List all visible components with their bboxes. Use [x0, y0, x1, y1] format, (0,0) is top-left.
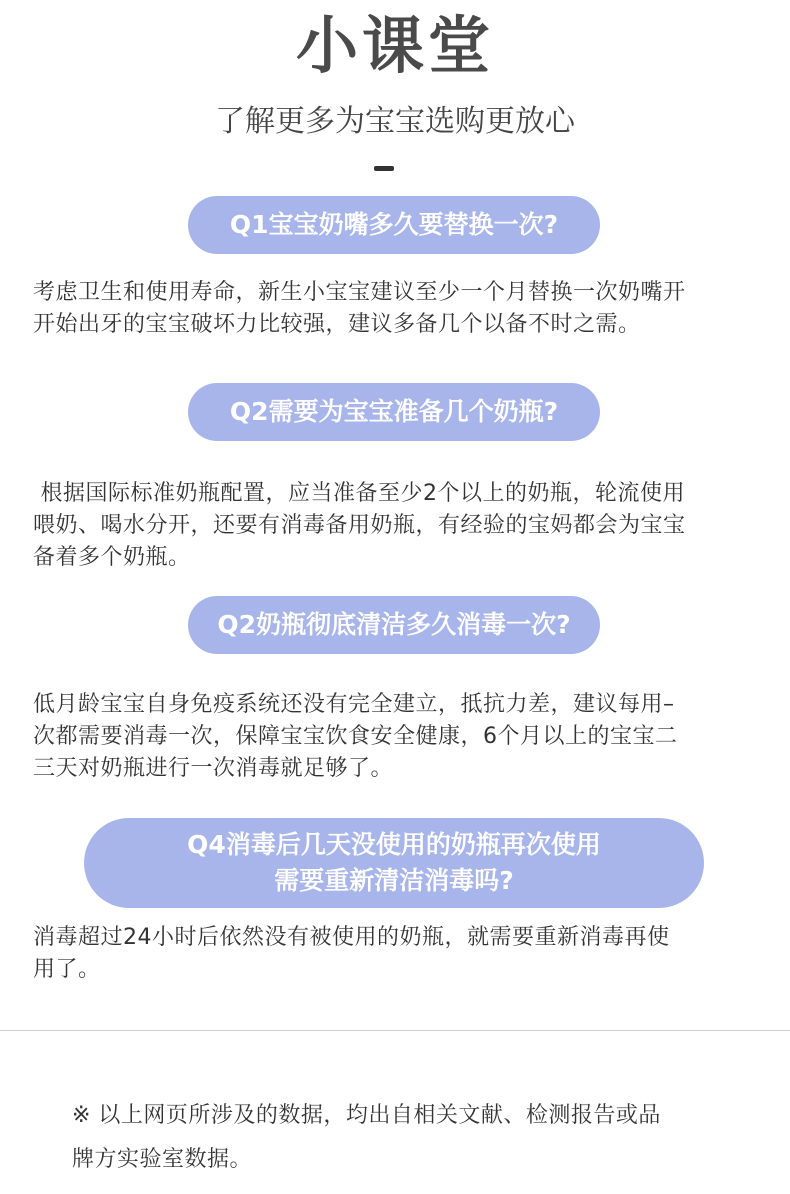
page-subtitle: 了解更多为宝宝选购更放心: [215, 104, 575, 139]
answer-line: 用了。: [33, 957, 101, 982]
answer-q4: [33, 922, 763, 986]
answer-line: 开始出牙的宝宝破坏力比较强，建议多备几个以备不时之需。: [33, 312, 641, 337]
page-title: 小课堂: [295, 9, 494, 82]
question-badge-q1: [188, 196, 600, 254]
footer-note: [72, 1094, 732, 1182]
answer-line: 喂奶、喝水分开，还要有消毒备用奶瓶，有经验的宝妈都会为宝宝: [33, 513, 686, 538]
answer-line: 低月龄宝宝自身免疫系统还没有完全建立，抵抗力差，建议每用–: [33, 692, 675, 717]
question-badge-q3: [188, 596, 600, 654]
question-text: Q4消毒后几天没使用的奶瓶再次使用: [187, 830, 601, 859]
answer-q1: [33, 277, 763, 341]
question-text: Q1宝宝奶嘴多久要替换一次?: [229, 210, 559, 239]
answer-line: 消毒超过24小时后依然没有被使用的奶瓶，就需要重新消毒再使: [33, 925, 670, 950]
title-divider: [374, 166, 394, 171]
question-text: Q2奶瓶彻底清洁多久消毒一次?: [217, 610, 571, 639]
answer-line: 三天对奶瓶进行一次消毒就足够了。: [33, 756, 394, 781]
question-badge-q4: [84, 818, 704, 908]
question-text: Q2需要为宝宝准备几个奶瓶?: [229, 397, 559, 426]
section-divider: [0, 1030, 790, 1031]
note-line: 牌方实验室数据。: [72, 1147, 253, 1172]
answer-line: 备着多个奶瓶。: [33, 545, 191, 570]
answer-q3: [33, 689, 763, 785]
answer-q2: [33, 478, 763, 574]
question-badge-q2: [188, 383, 600, 441]
question-text: 需要重新清洁消毒吗?: [274, 866, 514, 895]
answer-line: 根据国际标准奶瓶配置，应当准备至少2个以上的奶瓶，轮流使用: [33, 481, 685, 506]
answer-line: 考虑卫生和使用寿命，新生小宝宝建议至少一个月替换一次奶嘴开: [33, 280, 686, 305]
note-line: ※ 以上网页所涉及的数据，均出自相关文献、检测报告或品: [72, 1103, 661, 1128]
answer-line: 次都需要消毒一次，保障宝宝饮食安全健康，6个月以上的宝宝二: [33, 724, 678, 749]
